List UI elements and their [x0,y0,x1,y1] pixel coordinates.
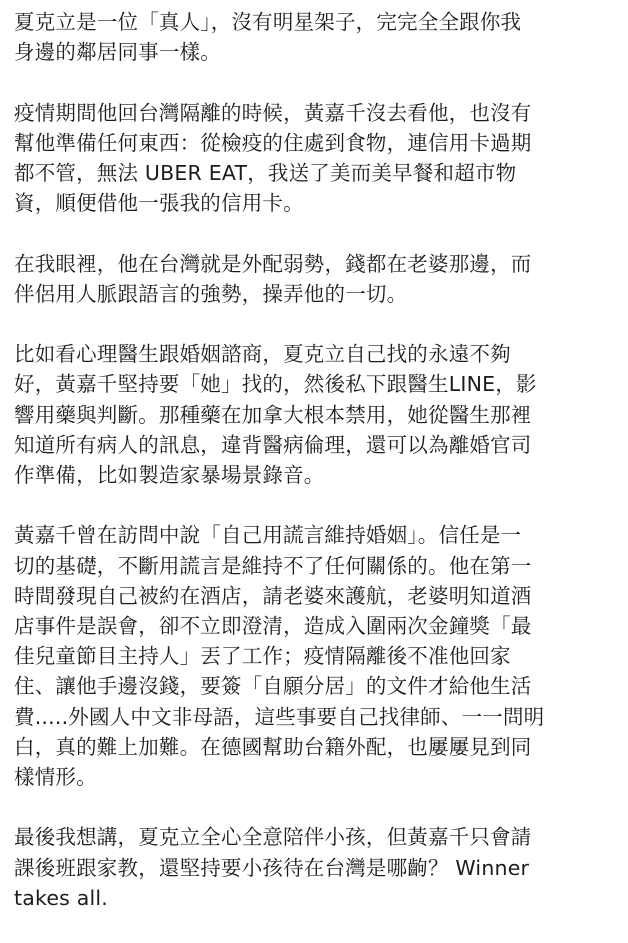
text-line: 切的基礎，不斷用謊言是維持不了任何關係的。他在第一 [14,553,532,578]
text-line: 知道所有病人的訊息，違背醫病倫理，還可以為離婚官司 [14,432,532,457]
paragraph [14,249,618,309]
paragraph [14,822,618,913]
text-line: 黃嘉千曾在訪問中說「自己用謊言維持婚姻」。信任是一 [14,523,522,548]
paragraph [14,7,618,67]
text-line: 在我眼裡，他在台灣就是外配弱勢，錢都在老婆那邊，而 [14,251,532,276]
paragraph [14,339,618,490]
text-line: 資，順便借他一張我的信用卡。 [14,191,304,216]
text-line: 費.....外國人中文非母語，這些事要自己找律師、一一問明 [14,704,545,729]
text-line: 身邊的鄰居同事一樣。 [14,40,221,65]
text-line: 作準備，比如製造家暴場景錄音。 [14,463,325,487]
text-line: 樣情形。 [14,765,97,790]
text-line: 比如看心理醫生跟婚姻諮商，夏克立自己找的永遠不夠 [14,342,511,367]
text-line: 店事件是誤會，卻不立即澄清，造成入圍兩次金鐘獎「最 [14,614,532,638]
text-line: 幫他準備任何東西：從檢疫的住處到食物，連信用卡過期 [14,130,532,155]
text-line: 最後我想講，夏克立全心全意陪伴小孩，但黃嘉千只會請 [14,825,532,850]
text-line: 響用藥與判斷。那種藥在加拿大根本禁用，她從醫生那裡 [14,402,532,427]
paragraph [14,520,618,792]
text-line: 佳兒童節目主持人」丟了工作；疫情隔離後不准他回家 [14,644,511,669]
paragraph [14,98,618,219]
text-line: 都不管，無法 UBER EAT，我送了美而美早餐和超市物 [14,161,517,185]
text-line: 白，真的難上加難。在德國幫助台籍外配，也屢屢見到同 [14,734,532,759]
post-body [14,7,618,943]
text-line: 伴侶用人脈跟語言的強勢，操弄他的一切。 [14,281,408,306]
text-line: takes all. [14,885,109,910]
text-line: 課後班跟家教，還堅持要小孩待在台灣是哪齣？ Winner [14,855,530,880]
text-line: 疫情期間他回台灣隔離的時候，黃嘉千沒去看他，也沒有 [14,100,532,125]
text-line: 夏克立是一位「真人」，沒有明星架子，完完全全跟你我 [14,10,522,34]
text-line: 好，黃嘉千堅持要「她」找的，然後私下跟醫生LINE，影 [14,372,537,397]
text-line: 時間發現自己被約在酒店，請老婆來護航，老婆明知道酒 [14,583,532,608]
text-line: 住、讓他手邊沒錢，要簽「自願分居」的文件才給他生活 [14,674,532,699]
